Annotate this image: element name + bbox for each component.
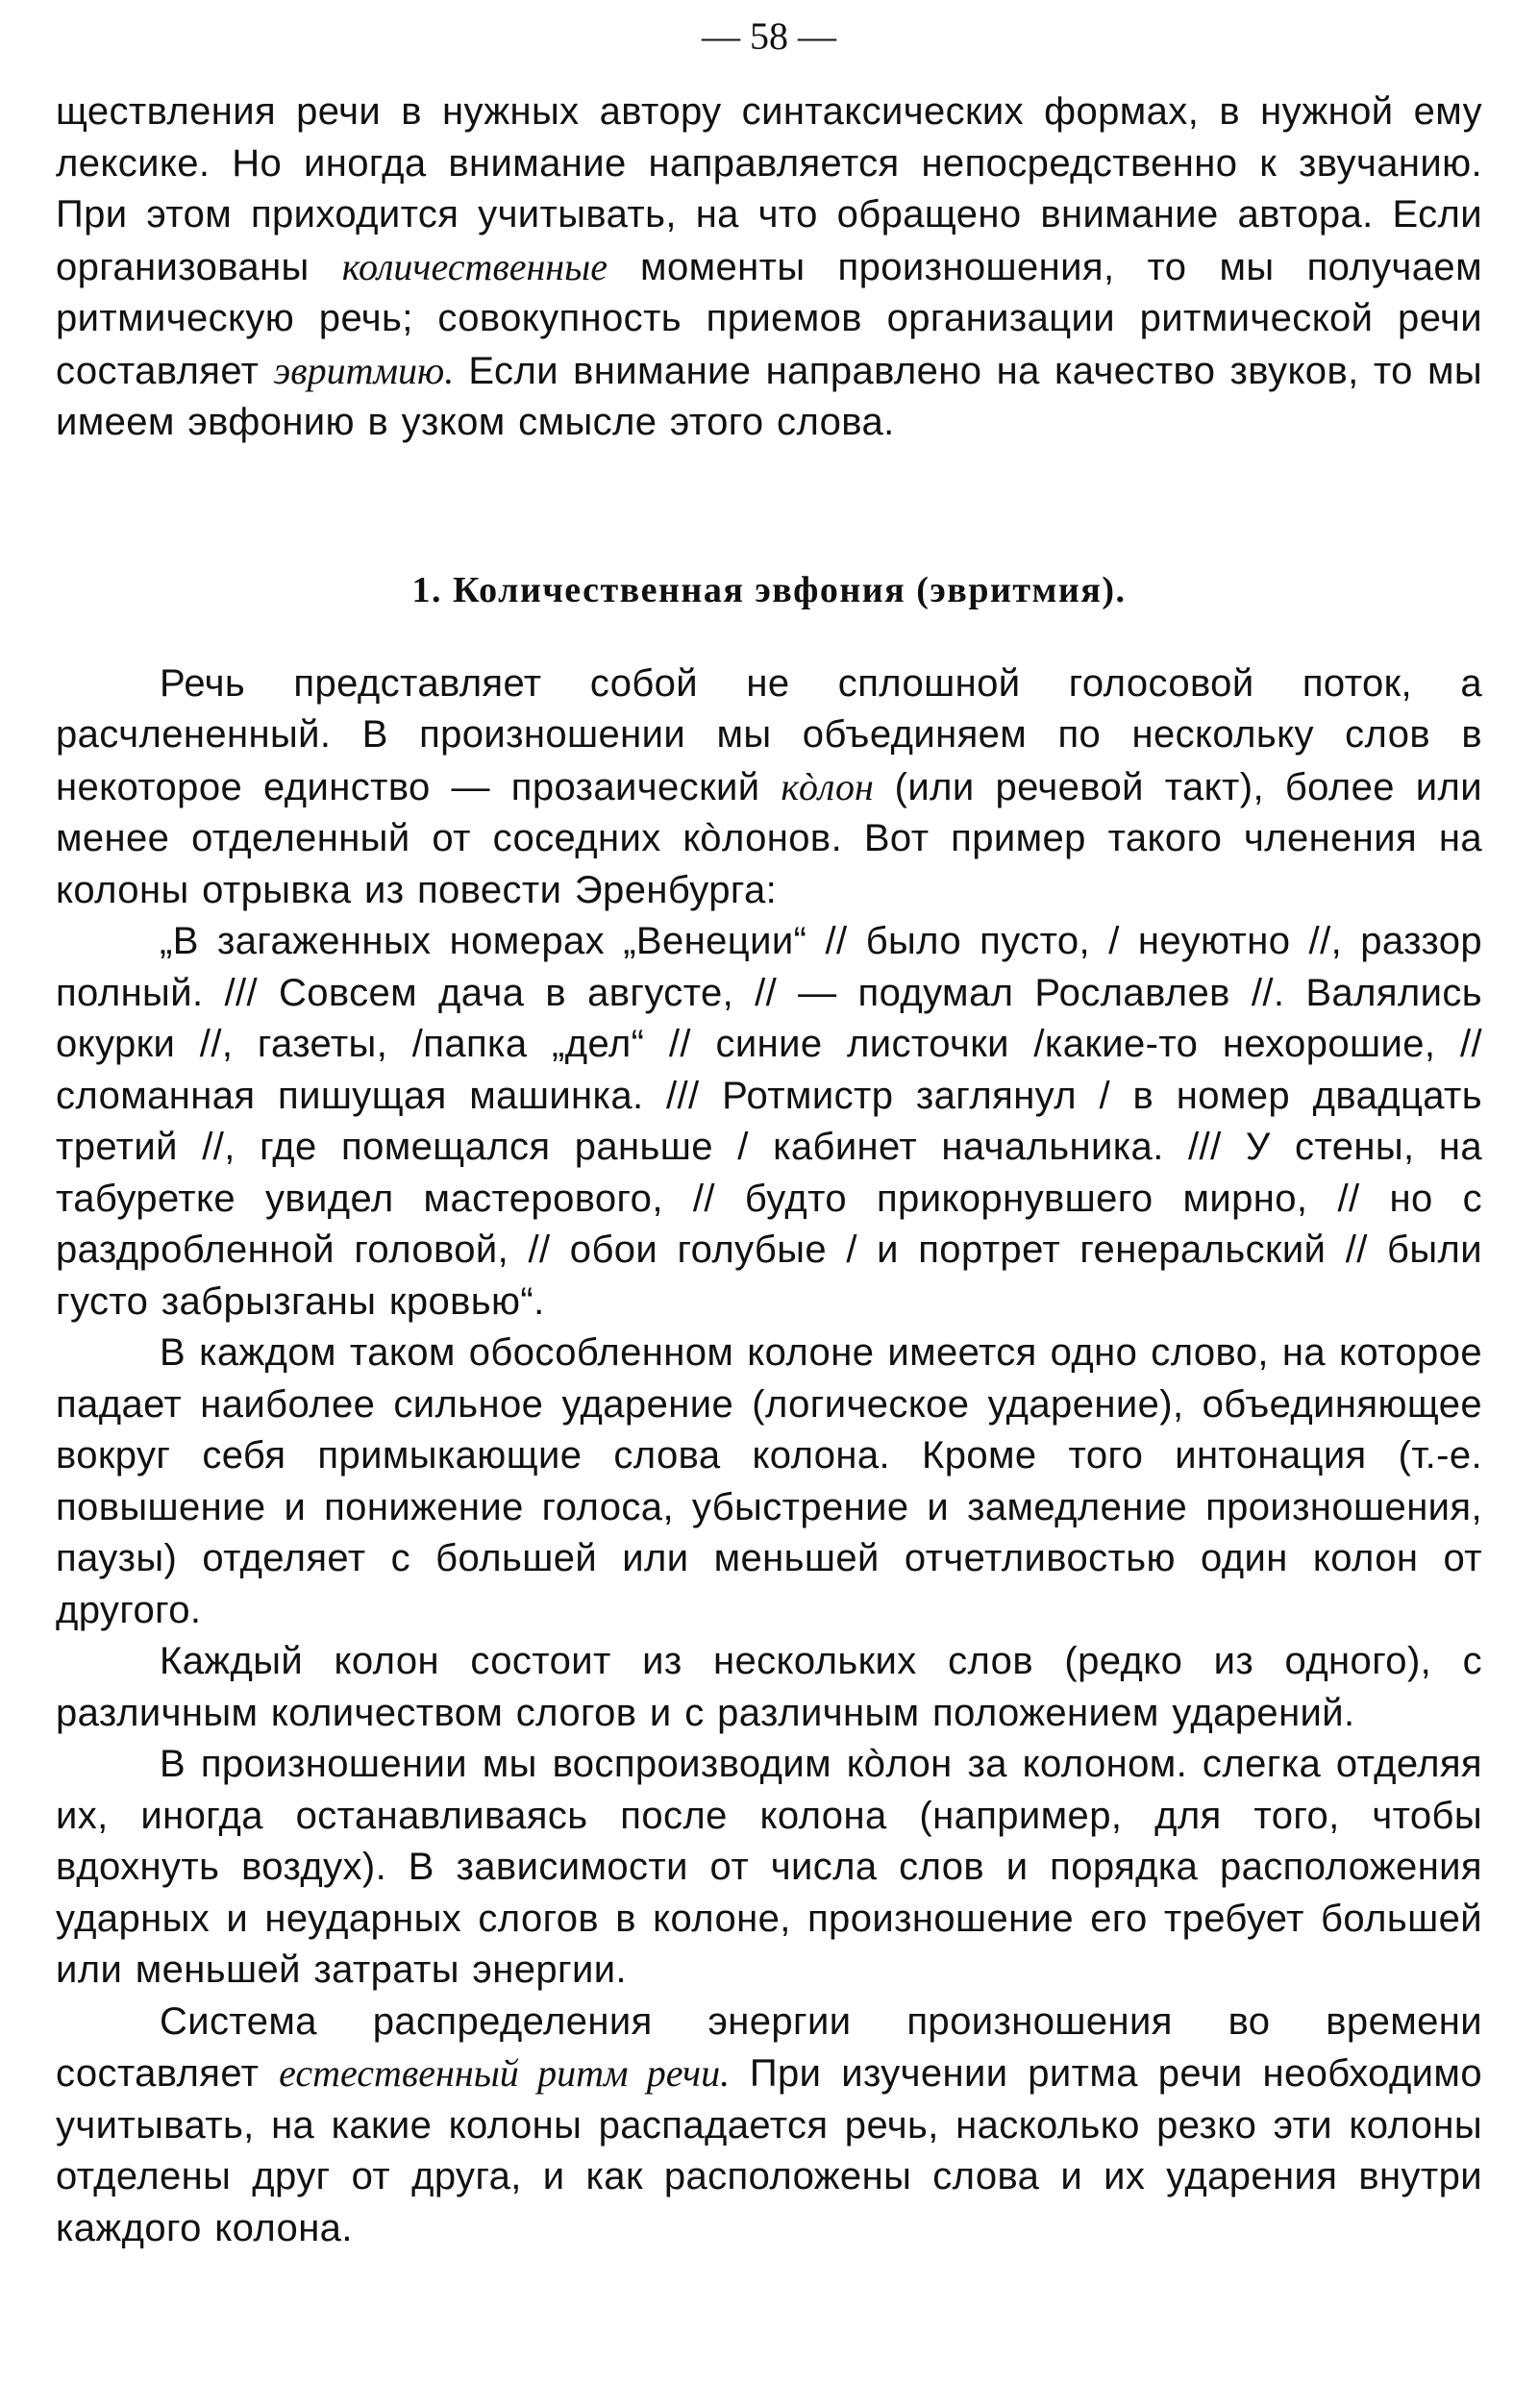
intro-paragraph: [56, 87, 1482, 449]
paragraph-5: [56, 1997, 1482, 2255]
intro-text-3: Если внимание направлено на качество звуков, то мы имеем эвфонию в узком смысле этого слова.: [56, 349, 1482, 443]
paragraph-5-text-2: При изучении ритма речи необходимо учитывать, на какие колоны распадается речь, насколько резко эти колоны отделены друг от друга, и как расположены слова и их ударения внутри каждого колона.: [56, 2052, 1482, 2249]
paragraph-5-text-1: Система распределения энергии произношения во времени составляет: [56, 1999, 1482, 2095]
page-number: — 58 —: [702, 14, 836, 58]
intro-emphasis-2: эвритмию.: [273, 348, 455, 392]
paragraph-1-emphasis: кòлон: [781, 764, 874, 808]
paragraph-2: В каждом таком обособленном колоне имеется одно слово, на которое падает наиболее сильное ударение (логическое ударение), объединяющее вокруг себя примыкающие слова колона. Кроме того интонация (т.-е. повышение и понижение голоса, убыстрение и замедление произношения, паузы) отделяет с большей или меньшей отчетливостью один колон от другого.: [56, 1331, 1482, 1631]
section-heading: 1. Количественная эвфония (эвритмия).: [411, 569, 1127, 610]
paragraph-1: [56, 658, 1482, 917]
paragraph-5-emphasis: естественный ритм речи.: [279, 2051, 731, 2095]
book-page: [56, 0, 1482, 2254]
paragraph-4: В произношении мы воспроизводим кòлон за колоном. слегка отделяя их, иногда останавливаясь после колона (например, для того, чтобы вдохнуть воздух). В зависимости от числа слов и порядка расположения ударных и неударных слогов в колоне, произношение его требует большей или меньшей затраты энергии.: [56, 1743, 1482, 1991]
intro-text-2: моменты произношения, то мы получаем ритмическую речь; совокупность приемов организации ритмической речи составляет: [56, 245, 1482, 392]
intro-text-1: ществления речи в нужных автору синтаксических формах, в нужной ему лексике. Но иногда внимание направляется непосредственно к звучанию. При этом приходится учитывать, на что обращено внимание автора. Если организованы: [56, 90, 1482, 288]
intro-emphasis-1: количественные: [341, 244, 608, 288]
paragraph-1-text-2: (или речевой такт), более или менее отделенный от соседних кòлонов. Вот пример такого членения на колоны отрывка из повести Эренбурга:: [56, 765, 1482, 911]
paragraph-1-text-1: Речь представляет собой не сплошной голосовой поток, а расчлененный. В произношении мы объединяем по нескольку слов в некоторое единство — прозаический: [56, 661, 1482, 808]
quote-paragraph: „В загаженных номерах „Венеции“ // было пусто, / неуютно //, раззор полный. /// Совсем дача в августе, // — подумал Рославлев //. Валялись окурки //, газеты, /папка „дел“ // синие листочки /какие-то нехорошие, // сломанная пишущая машинка. /// Ротмистр заглянул / в номер двадцать третий //, где помещался раньше / кабинет начальника. /// У стены, на табуретке увидел мастерового, // будто прикорнувшего мирно, // но с раздробленной головой, // обои голубые / и портрет генеральский // были густо забрызганы кровью“.: [56, 920, 1482, 1323]
paragraph-3: Каждый колон состоит из нескольких слов (редко из одного), с различным количеством слогов и с различным положением ударений.: [56, 1640, 1482, 1734]
